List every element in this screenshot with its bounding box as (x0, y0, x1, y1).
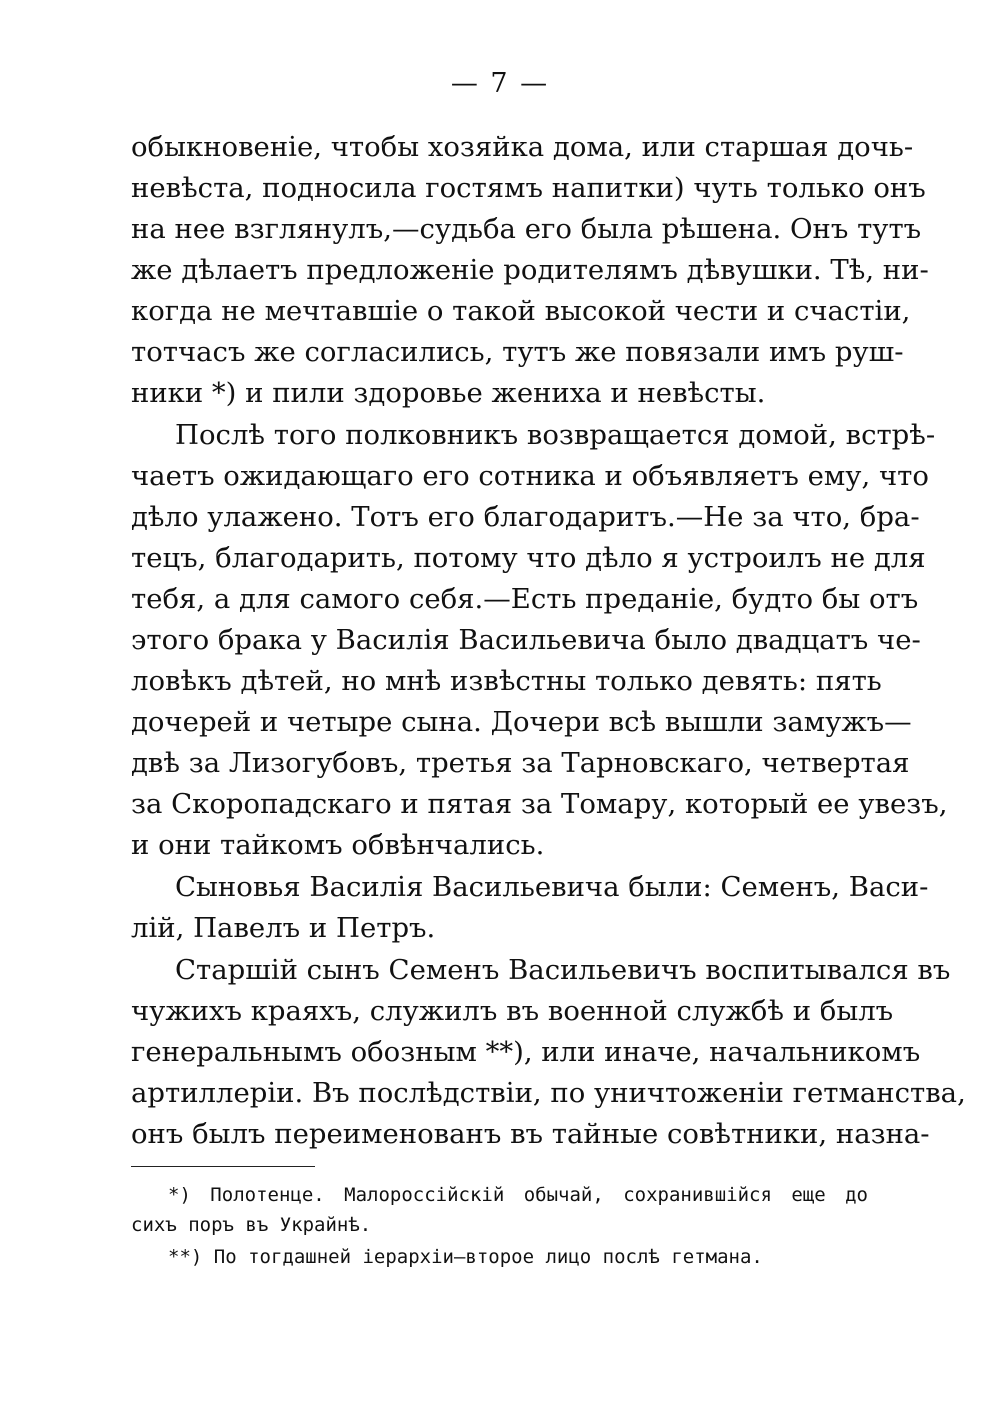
text-line: ловѣкъ дѣтей, но мнѣ извѣстны только девять: пять (131, 665, 882, 697)
text-line: лій, Павелъ и Петръ. (131, 912, 436, 944)
text-line: онъ былъ переименованъ въ тайные совѣтники, назна- (131, 1118, 930, 1150)
text-line: двѣ за Лизогубовъ, третья за Тарновскаго, четвертая (131, 747, 910, 779)
text-line: чаетъ ожидающаго его сотника и объявляетъ ему, что (131, 460, 929, 492)
footnote-line: *) Полотенце. Малороссійскій обычай, сохранившійся еще до (168, 1184, 868, 1206)
footnote-line: сихъ поръ въ Украйнѣ. (131, 1214, 372, 1236)
text-line: за Скоропадскаго и пятая за Томару, который ее увезъ, (131, 788, 948, 820)
text-line: дѣло улажено. Тотъ его благодаритъ.—Не за что, бра- (131, 501, 920, 533)
text-line: обыкновеніе, чтобы хозяйка дома, или старшая дочь- (131, 131, 914, 163)
text-line: Старшій сынъ Семенъ Васильевичъ воспитывался въ (175, 954, 951, 986)
text-line: артиллеріи. Въ послѣдствіи, по уничтоженіи гетманства, (131, 1077, 966, 1109)
footnote-line: **) По тогдашней іерархіи—второе лицо послѣ гетмана. (168, 1246, 763, 1268)
text-line: же дѣлаетъ предложеніе родителямъ дѣвушки. Тѣ, ни- (131, 254, 929, 286)
page-number: — 7 — (450, 68, 550, 99)
text-line: тецъ, благодарить, потому что дѣло я устроилъ не для (131, 542, 926, 574)
text-line: невѣста, подносила гостямъ напитки) чуть только онъ (131, 172, 926, 204)
text-line: тотчасъ же согласились, тутъ же повязали имъ руш- (131, 336, 904, 368)
text-line: генеральнымъ обозным **), или иначе, начальникомъ (131, 1036, 921, 1068)
text-line: ники *) и пили здоровье жениха и невѣсты. (131, 377, 766, 409)
text-line: и они тайкомъ обвѣнчались. (131, 829, 545, 861)
text-line: чужихъ краяхъ, служилъ въ военной службѣ и былъ (131, 995, 894, 1027)
text-line: когда не мечтавшіе о такой высокой чести и счастіи, (131, 295, 911, 327)
text-line: этого брака у Василія Васильевича было двадцатъ че- (131, 624, 921, 656)
text-line: Послѣ того полковникъ возвращается домой, встрѣ- (175, 419, 936, 451)
text-line: Сыновья Василія Васильевича были: Семенъ, Васи- (175, 871, 929, 903)
text-line: на нее взглянулъ,—судьба его была рѣшена. Онъ тутъ (131, 213, 922, 245)
footnote-divider (131, 1166, 315, 1167)
text-line: дочерей и четыре сына. Дочери всѣ вышли замужъ— (131, 706, 912, 738)
text-line: тебя, а для самого себя.—Есть преданіе, будто бы отъ (131, 583, 919, 615)
